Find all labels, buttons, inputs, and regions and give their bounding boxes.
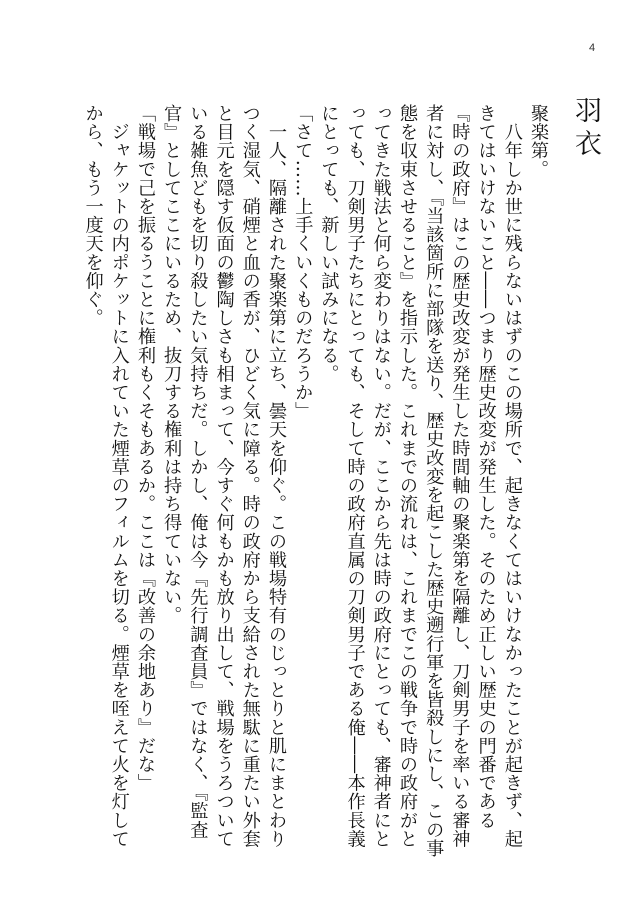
chapter-title: 羽衣: [570, 96, 601, 162]
paragraph: 「戦場で己を振るうことに権利もくそもあるか。ここは『改善の余地あり』だな」: [134, 104, 156, 793]
paragraph: 聚楽第。: [528, 104, 549, 179]
paragraph: ジャケットの内ポケットに入れていた煙草のフィルムを切る。煙草を咥えて火を灯してから、もう一度天を仰ぐ。: [82, 104, 130, 848]
paragraph: 「さて……上手くいくものだろうか」: [292, 104, 314, 421]
body-text: [81, 104, 551, 864]
page-number: 4: [589, 42, 596, 54]
paragraph: 八年しか世に残らないはずのこの場所で、起きなくてはいけなかったことが起きず、起きてはいけないこと――つまり歴史改変が発生した。そのため正しい歴史の門番である『時の政府』はこの歴史改変が発生した時間軸の聚楽第を隔離し、刀剣男子を率いる審神者に対し、『当該箇所に部隊を送り、歴史改変を起こした歴史遡行軍を皆殺しにし、この事態を収束させること』を指示した。これまでの流れは、これまでこの戦争で時の政府がとってきた戦法と何ら変わりはない。だが、ここから先は時の政府にとっても、審神者にとっても、刀剣男子たちにとっても、そして時の政府直属の刀剣男子である俺――本作長義にとっても、新しい試みになる。: [318, 104, 523, 858]
paragraph: 一人、隔離された聚楽第に立ち、曇天を仰ぐ。この戦場特有のじっとりと肌にまとわりつく湿気、硝煙と血の香が、ひどく気に障る。時の政府から支給された無駄に重たい外套と目元を隠す仮面の鬱陶しさも相まって、今すぐ何もかも放り出して、戦場をうろついている雑魚どもを切り殺したい気持ちだ。しかし、俺は今『先行調査員』ではなく、『監査官』としてここにいるため、抜刀する権利は持ち得ていない。: [161, 104, 287, 848]
